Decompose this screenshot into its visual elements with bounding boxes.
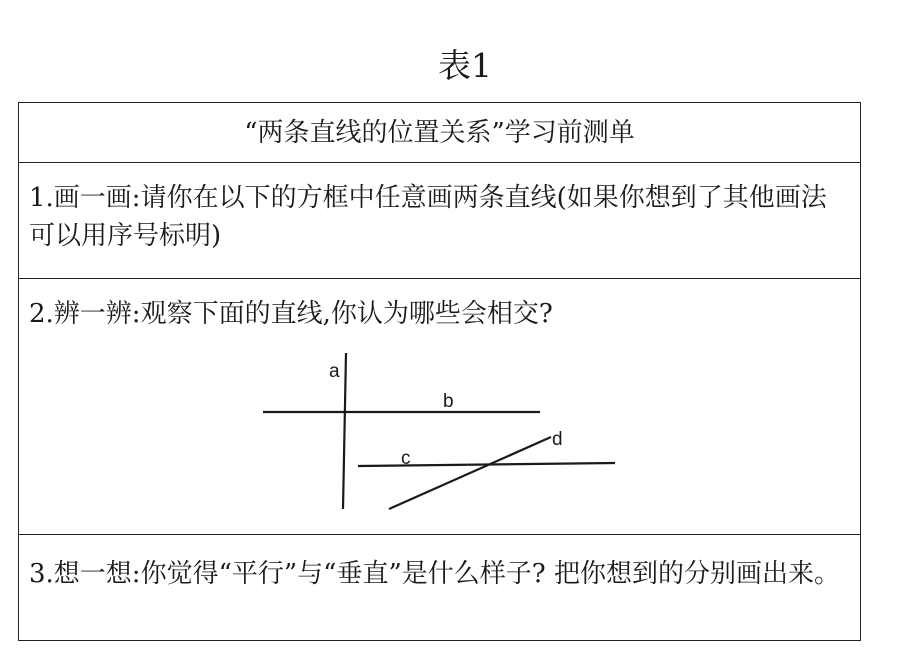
- question-2-row: [19, 279, 860, 535]
- line-d: [389, 437, 551, 509]
- label-a: a: [329, 361, 340, 382]
- lines-figure: [257, 339, 627, 514]
- label-d: d: [552, 429, 563, 450]
- worksheet-title-row: [19, 103, 860, 163]
- question-1-text: 1.画一画:请你在以下的方框中任意画两条直线(如果你想到了其他画法可以用序号标明): [29, 183, 827, 251]
- worksheet-title: “两条直线的位置关系”学习前测单: [244, 118, 635, 148]
- question-2-text: 2.辨一辨:观察下面的直线,你认为哪些会相交?: [29, 299, 553, 329]
- table-caption: 表1: [438, 46, 492, 85]
- question-1-row: [19, 163, 860, 279]
- label-b: b: [443, 391, 454, 412]
- question-3-text: 3.想一想:你觉得“平行”与“垂直”是什么样子? 把你想到的分别画出来。: [29, 559, 840, 589]
- question-3-row: [19, 535, 860, 642]
- line-a: [343, 353, 346, 509]
- label-c: c: [401, 448, 411, 469]
- worksheet-table: [18, 102, 861, 641]
